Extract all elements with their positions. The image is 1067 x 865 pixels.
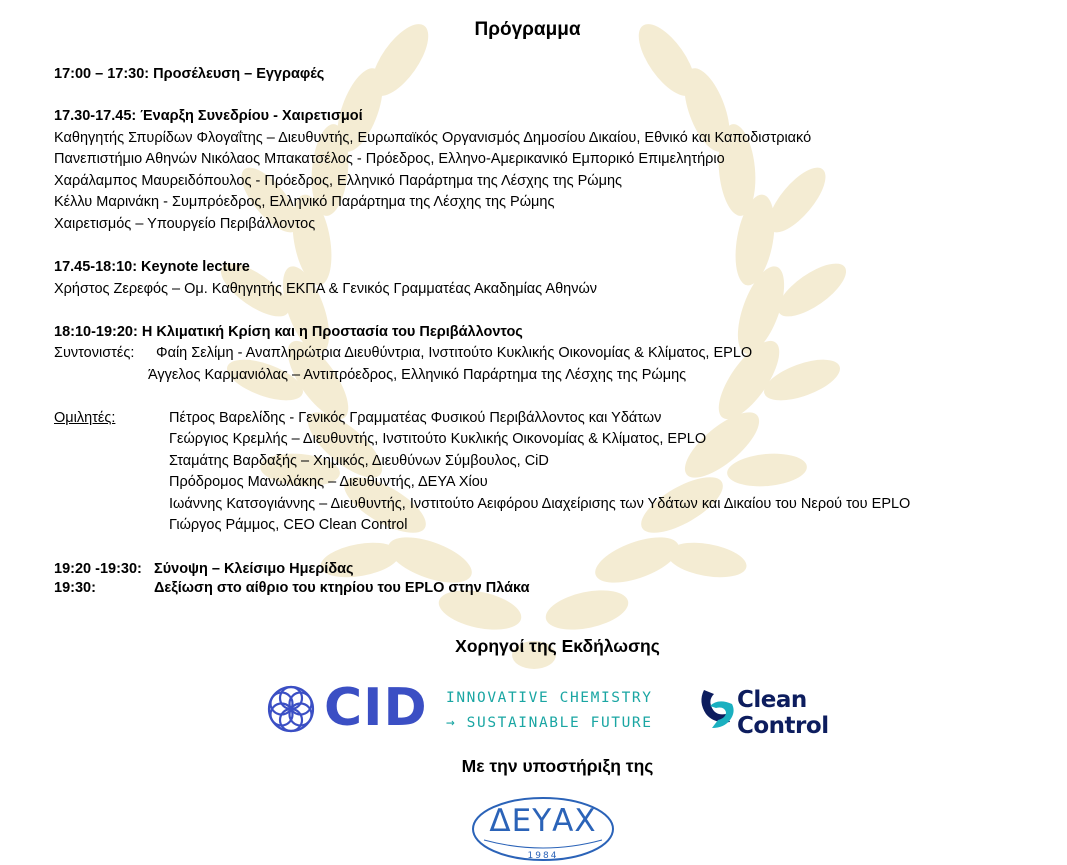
section-opening-header: 17.30-17.45: Έναρξη Συνεδρίου - Χαιρετισμοί xyxy=(54,108,363,124)
moderator-line: Άγγελος Καρμανιόλας – Αντιπρόεδρος, Ελληνικό Παράρτημα της Λέσχης της Ρώμης xyxy=(148,367,687,383)
clean-control-word-2: Control xyxy=(737,713,829,739)
clean-control-word-1: Clean xyxy=(737,687,807,713)
deyax-year: 1984 xyxy=(527,851,559,861)
support-title: Με την υποστήριξη της xyxy=(461,756,654,776)
reception-text: Δεξίωση στο αίθριο του κτηρίου του EPLO στην Πλάκα xyxy=(154,580,530,596)
cid-tagline-1: INNOVATIVE CHEMISTRY xyxy=(446,690,653,706)
speaker-line: Γεώργιος Κρεμλής – Διευθυντής, Ινστιτούτο Κυκλικής Οικονομίας & Κλίματος, EPLO xyxy=(169,431,707,447)
closing-time: 19:20 -19:30: xyxy=(54,561,142,577)
page-title: Πρόγραμμα xyxy=(474,19,581,40)
opening-line: Χαράλαμπος Μαυρειδόπουλος - Πρόεδρος, Ελληνικό Παράρτημα της Λέσχης της Ρώμης xyxy=(54,173,622,189)
moderators-label: Συντονιστές: xyxy=(54,345,135,361)
section-registration-header: 17:00 – 17:30: Προσέλευση – Εγγραφές xyxy=(54,66,325,82)
closing-text: Σύνοψη – Κλείσιμο Ημερίδας xyxy=(154,561,354,577)
cid-tagline-2: → SUSTAINABLE FUTURE xyxy=(446,715,653,731)
section-keynote-header: 17.45-18:10: Keynote lecture xyxy=(54,259,250,275)
speaker-line: Σταμάτης Βαρδαξής – Χημικός, Διευθύνων Σύμβουλος, CiD xyxy=(169,453,549,469)
speaker-line: Πέτρος Βαρελίδης - Γενικός Γραμματέας Φυσικού Περιβάλλοντος και Υδάτων xyxy=(169,410,662,426)
reception-time: 19:30: xyxy=(54,580,96,596)
moderator-line: Φαίη Σελίμη - Αναπληρώτρια Διευθύντρια, Ινστιτούτο Κυκλικής Οικονομίας & Κλίματος, EPLO xyxy=(156,345,753,361)
opening-line: Πανεπιστήμιο Αθηνών Νικόλαος Μπακατσέλος - Πρόεδρος, Ελληνο-Αμερικανικό Εμπορικό Επιμελητήριο xyxy=(54,151,725,167)
opening-line: Καθηγητής Σπυρίδων Φλογαΐτης – Διευθυντής, Ευρωπαϊκός Οργανισμός Δημοσίου Δικαίου, Εθνικό και Καποδιστριακό xyxy=(54,130,812,146)
speaker-line: Γιώργος Ράμμος, CEO Clean Control xyxy=(169,517,408,533)
opening-line: Κέλλυ Μαρινάκη - Συμπρόεδρος, Ελληνικό Παράρτημα της Λέσχης της Ρώμης xyxy=(54,194,555,210)
clean-control-logo-icon xyxy=(696,684,740,736)
speaker-line: Πρόδρομος Μανωλάκης – Διευθυντής, ΔΕΥΑ Χίου xyxy=(169,474,488,490)
deyax-logo-text: ΔΕΥΑΧ xyxy=(489,803,597,839)
cid-logo-text: CID xyxy=(324,678,428,738)
keynote-line: Χρήστος Ζερεφός – Ομ. Καθηγητής ΕΚΠΑ & Γενικός Γραμματέας Ακαδημίας Αθηνών xyxy=(54,281,598,297)
section-climate-header: 18:10-19:20: Η Κλιματική Κρίση και η Προστασία του Περιβάλλοντος xyxy=(54,324,523,340)
opening-line: Χαιρετισμός – Υπουργείο Περιβάλλοντος xyxy=(54,216,316,232)
speaker-line: Ιωάννης Κατσογιάννης – Διευθυντής, Ινστιτούτο Αειφόρου Διαχείρισης των Υδάτων και Δικαίου του Νερού του EPLO xyxy=(169,496,911,512)
speakers-label: Ομιλητές: xyxy=(54,410,116,426)
sponsors-title: Χορηγοί της Εκδήλωσης xyxy=(455,636,660,656)
cid-flower-icon xyxy=(266,684,316,734)
